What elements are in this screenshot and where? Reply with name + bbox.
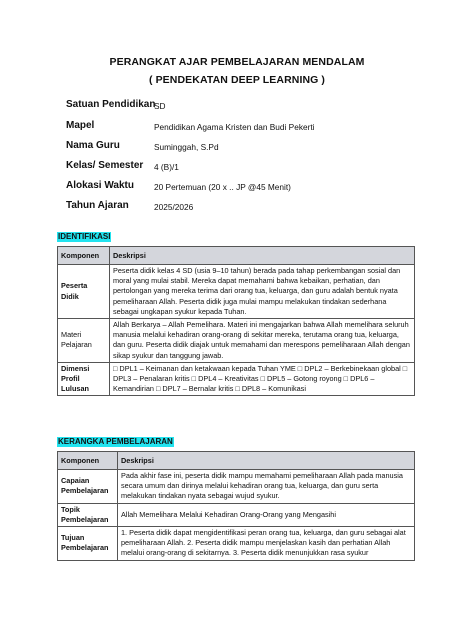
table-row: [58, 527, 415, 561]
row-label: Tujuan Pembelajaran: [58, 527, 118, 561]
meta-value-guru: Suminggah, S.Pd: [154, 142, 219, 152]
table-header-row: [58, 247, 415, 265]
row-description: Allah Berkarya – Allah Pemelihara. Materi ini mengajarkan bahwa Allah memelihara seluruh manusia melalui kehadiran orang-orang di sekitar mereka, terutama orang tua, keluarga, dan guru. Peserta didik diajak untuk memahami dan merespons pemeliharaan Allah dengan sikap syukur dan tanggung jawab.: [110, 319, 415, 363]
row-label: Peserta Didik: [58, 265, 110, 319]
meta-label-mapel: Mapel: [66, 120, 95, 131]
kerangka-table: [57, 451, 415, 561]
row-label: Topik Pembelajaran: [58, 503, 118, 526]
row-label: Materi Pelajaran: [58, 319, 110, 363]
row-description: Pada akhir fase ini, peserta didik mampu memahami pemeliharaan Allah pada manusia secara umum dan dirinya melalui kehadiran orang tua, keluarga, dan guru serta melakukan tindakan nyata sebagai wujud syukur.: [118, 470, 415, 504]
row-description: □ DPL1 – Keimanan dan ketakwaan kepada Tuhan YME □ DPL2 – Berkebinekaan global □ DPL3 – Penalaran kritis □ DPL4 – Kreativitas □ DPL5 – Gotong royong □ DPL6 – Kemandirian □ DPL7 – Bernalar kritis □ DPL8 – Komunikasi: [110, 362, 415, 396]
column-header-komponen: Komponen: [58, 452, 118, 470]
column-header-deskripsi: Deskripsi: [110, 247, 415, 265]
row-description: Allah Memelihara Melalui Kehadiran Orang-Orang yang Mengasihi: [118, 503, 415, 526]
row-description: 1. Peserta didik dapat mengidentifikasi peran orang tua, keluarga, dan guru sebagai alat pemeliharaan Allah. 2. Peserta didik mampu menjelaskan kasih dan perhatian Allah melalui orang-orang di sekitarnya. 3. Peserta didik menunjukkan rasa syukur: [118, 527, 415, 561]
table-row: [58, 319, 415, 363]
meta-value-satuan: SD: [154, 101, 166, 111]
table-row: [58, 503, 415, 526]
meta-value-mapel: Pendidikan Agama Kristen dan Budi Pekerti: [154, 122, 315, 132]
row-description: Peserta didik kelas 4 SD (usia 9–10 tahun) berada pada tahap perkembangan sosial dan moral yang mulai stabil. Mereka dapat memahami bahwa kebaikan, perhatian, dan pertolongan yang mereka terima dari orang tua, keluarga, dan guru adalah bentuk nyata pemeliharaan Allah. Peserta didik juga mulai mampu melakukan tindakan sederhana sebagai ungkapan syukur kepada Tuhan.: [110, 265, 415, 319]
section-heading-kerangka: KERANGKA PEMBELAJARAN: [58, 437, 173, 446]
meta-label-satuan: Satuan Pendidikan: [66, 99, 156, 110]
table-row: [58, 265, 415, 319]
table-row: [58, 470, 415, 504]
meta-value-kelas: 4 (B)/1: [154, 162, 179, 172]
meta-label-guru: Nama Guru: [66, 140, 120, 151]
section-heading-identifikasi: IDENTIFIKASI: [58, 232, 111, 241]
table-row: [58, 362, 415, 396]
document-subtitle: ( PENDEKATAN DEEP LEARNING ): [148, 74, 326, 86]
row-label: Dimensi Profil Lulusan: [58, 362, 110, 396]
column-header-deskripsi: Deskripsi: [118, 452, 415, 470]
document-title: PERANGKAT AJAR PEMBELAJARAN MENDALAM: [109, 56, 365, 68]
column-header-komponen: Komponen: [58, 247, 110, 265]
meta-label-kelas: Kelas/ Semester: [66, 160, 144, 171]
meta-label-alokasi: Alokasi Waktu: [66, 180, 134, 191]
identifikasi-table: [57, 246, 415, 396]
table-header-row: [58, 452, 415, 470]
row-label: Capaian Pembelajaran: [58, 470, 118, 504]
meta-value-tahun: 2025/2026: [154, 202, 194, 212]
meta-label-tahun: Tahun Ajaran: [66, 200, 129, 211]
meta-value-alokasi: 20 Pertemuan (20 x .. JP @45 Menit): [154, 182, 291, 192]
